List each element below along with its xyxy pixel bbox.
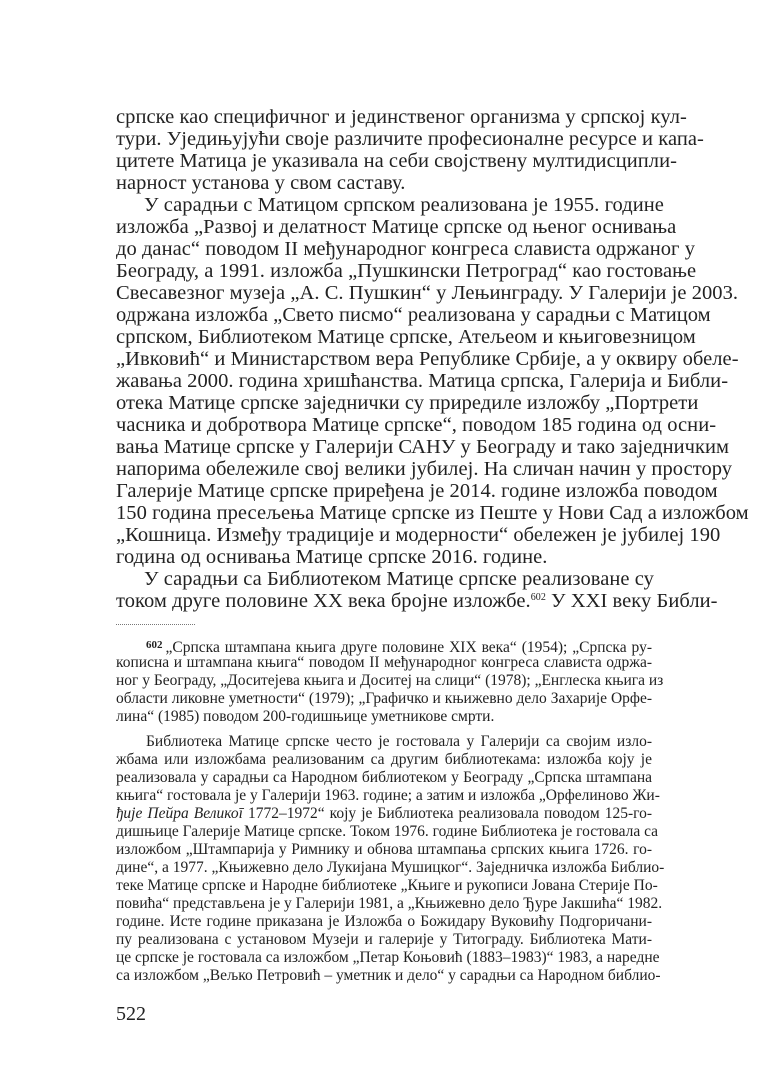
body-text: У XXI веку Библи- <box>545 590 718 612</box>
footnote-line: са изложбом „Вељко Петровић – уметник и дело“ у сарадњи са Народном библио- <box>116 967 661 984</box>
body-line: У сарадњи с Матицом српском реализована је 1955. године <box>144 194 664 216</box>
body-line-with-footnote-ref <box>116 590 718 612</box>
body-line: српском, Библиотеком Матице српске, Атељеом и књиговезницом <box>116 326 696 348</box>
footnote-line: области ликовне уметности“ (1979); „Графичко и књижевно дело Захарије Орфе- <box>116 690 652 707</box>
body-line: 150 година пресељења Матице српске из Пеште у Нови Сад а изложбом <box>116 502 749 524</box>
body-line: У сарадњи са Библиотеком Матице српске реализоване су <box>144 568 654 590</box>
footnote-text: „Српска штампана књига друге половине XIX века“ (1954); „Српска ру- <box>165 639 652 656</box>
footnote-line: це српске је гостовала са изложбом „Петар Коњовић (1883–1983)“ 1983, а наредне <box>116 949 660 966</box>
footnote-line: пу реализована с установом Музеји и галерије у Титограду. Библиотека Мати- <box>116 931 652 948</box>
footnote-line: дине“, а 1977. „Књижевно дело Лукијана Мушицког“. Заједничка изложба Библио- <box>116 859 665 876</box>
body-line: Београду, а 1991. изложба „Пушкински Петроград“ као гостовање <box>116 260 697 282</box>
body-line: напорима обележиле свој велики јубилеј. На сличан начин у простору <box>116 458 733 480</box>
body-line: отека Матице српске заједнички су приредиле изложбу „Портрети <box>116 392 699 414</box>
body-line: Галерије Матице српске приређена је 2014. године изложба поводом <box>116 480 718 502</box>
footnote-line: реализовала у сарадњи са Народном библиотеком у Београду „Српска штампана <box>116 769 652 786</box>
footnote-line: ног у Београду, „Доситејева књига и Доситеј на слици“ (1978); „Енглеска књига из <box>116 672 664 689</box>
footnote-line: кописна и штампана књига“ поводом II међународног конгреса слависта одржа- <box>116 654 652 671</box>
body-line: Свесавезног музеја „А. С. Пушкин“ у Лењинграду. У Галерији је 2003. <box>116 282 739 304</box>
page-number: 522 <box>116 1003 146 1025</box>
body-text: током друге половине XX века бројне изложбе. <box>116 590 531 612</box>
body-line: цитете Матица је указивала на себи својствену мултидисципли- <box>116 150 677 172</box>
body-line: одржана изложба „Свето писмо“ реализована у сарадњи с Матицом <box>116 304 711 326</box>
footnote-line: изложбом „Штампарија у Римнику и обнова штампања српских књига 1726. го- <box>116 841 652 858</box>
body-line: тури. Уједињујући своје различите професионалне ресурсе и капа- <box>116 128 704 150</box>
footnote-number: 602 <box>146 639 163 651</box>
footnote-reference: 602 <box>530 592 546 603</box>
body-line: жавања 2000. година хришћанства. Матица српска, Галерија и Библи- <box>116 370 729 392</box>
footnote-line: повића“ представљена је у Галерији 1981, а „Књижевно дело Ђуре Јакшића“ 1982. <box>116 895 663 912</box>
body-line: изложба „Развој и делатност Матице српске од њеног оснивања <box>116 216 677 238</box>
footnote-line: године. Исте године приказана је Изложба о Божидару Вуковићу Подгоричани- <box>116 913 652 930</box>
body-line: „Кошница. Између традиције и модерности“ обележен је јубилеј 190 <box>116 524 721 546</box>
body-line: српске као специфичног и јединственог организма у српској кул- <box>116 106 687 128</box>
body-line: до данас“ поводом II међународног конгреса слависта одржаног у <box>116 238 695 260</box>
footnote-line: Библиотека Матице српске често је гостовала у Галерији са својим изло- <box>146 733 652 750</box>
body-line: година од оснивања Матице српске 2016. године. <box>116 546 548 568</box>
footnote-separator <box>116 624 195 625</box>
footnote-line: лина“ (1985) поводом 200-годишњице уметникове смрти. <box>116 708 495 725</box>
footnote-line <box>116 805 652 823</box>
footnote-line: жбама или изложбама реализованим са другим библиотекама: изложба коју је <box>116 751 652 768</box>
body-line: „Ивковић“ и Министарством вера Републике Србије, а у оквиру обеле- <box>116 348 739 370</box>
body-line: вања Матице српске у Галерији САНУ у Београду и тако заједничким <box>116 436 730 458</box>
body-line: часника и добротвора Матице српске“, поводом 185 година од осни- <box>116 414 717 436</box>
body-line: нарност установа у свом саставу. <box>116 172 406 194</box>
italic-title: ђије Пейра Великоī <box>116 805 243 822</box>
footnote-line: књига“ гостовала је у Галерији 1963. године; а затим и изложба „Орфелиново Жи- <box>116 787 660 804</box>
footnote-line: теке Матице српске и Народне библиотеке „Књиге и рукописи Јована Стерије По- <box>116 877 658 894</box>
footnote-line: дишњице Галерије Матице српске. Током 1976. године Библиотека је гостовала са <box>116 823 659 840</box>
footnote-text: 1772–1972“ коју је Библиотека реализовала поводом 125-го- <box>242 805 652 822</box>
